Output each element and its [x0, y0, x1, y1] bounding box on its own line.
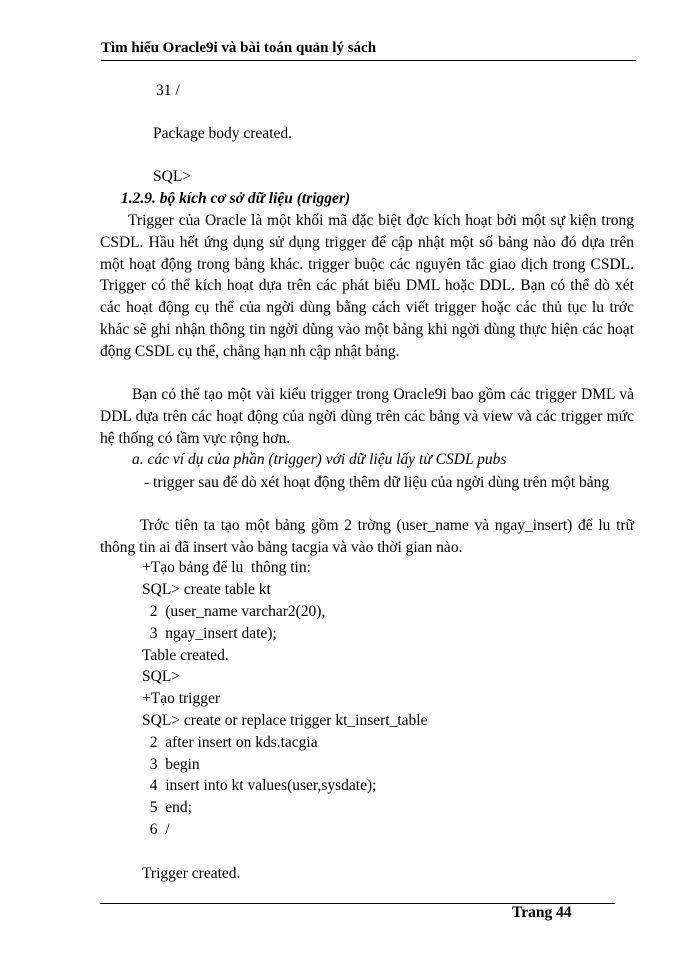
code-line: SQL> — [142, 668, 181, 685]
paragraph: Trigger của Oracle là một khối mã đặc biệt đợc kích hoạt bởi một sự kiện trong CSDL. Hầu hết ứng dụng sử dụng trigger để cập nhật một số bảng nào đó dựa trên một hoạt động trong bảng khác. trigger buộc các nguyên tắc giao dịch trong CSDL. Trigger có thể kích hoạt dựa trên các phát biểu DML hoặc DDL. Bạn có thể dò xét các hoạt động cụ thể của ngời dùng bằng cách viết trigger hoặc các thủ tục lu trớc khác sẽ ghi nhận thông tin ngời dùng vào một bảng khi ngời dùng thực hiện các hoạt động CSDL cụ thể, chẳng hạn nh cập nhật bảng. — [100, 212, 634, 360]
code-line: Trigger created. — [142, 865, 241, 882]
code-line: 4 insert into kt values(user,sysdate); — [142, 777, 377, 794]
code-line: SQL> create or replace trigger kt_insert_table — [142, 712, 428, 729]
section-heading: 1.2.9. bộ kích cơ sở dữ liệu (trigger) — [121, 190, 351, 207]
paragraph: Bạn có thể tạo một vài kiểu trigger trong Oracle9i bao gồm các trigger DML và DDL dựa trên các hoạt động của ngời dùng trên các bảng và view và các trigger mức hệ thống có tầm vực rộng hơn. — [100, 386, 634, 447]
code-line: Table created. — [142, 647, 229, 664]
code-line: 3 begin — [142, 756, 200, 773]
code-line: +Tạo trigger — [142, 690, 221, 707]
code-line: 31 / — [156, 82, 180, 99]
code-line: SQL> — [153, 168, 192, 185]
paragraph: Trớc tiên ta tạo một bảng gồm 2 trờng (user_name và ngay_insert) để lu trữ thông tin ai đã insert vào bảng tacgia và vào thời gian nào. — [100, 517, 634, 556]
paragraph: - trigger sau để dò xét hoạt động thêm dữ liệu của ngời dùng trên một bảng — [144, 474, 610, 491]
code-line: SQL> create table kt — [142, 581, 271, 598]
code-line: 5 end; — [142, 799, 192, 816]
code-line: 2 after insert on kds.tacgia — [142, 734, 318, 751]
page-header-title: Tìm hiểu Oracle9i và bài toán quản lý sách — [101, 40, 636, 61]
page-number: Trang 44 — [512, 904, 572, 921]
subsection-heading: a. các ví dụ của phần (trigger) với dữ liệu lấy từ CSDL pubs — [132, 451, 507, 468]
code-line: +Tạo bảng để lu thông tin: — [142, 559, 311, 576]
code-line: 6 / — [142, 821, 170, 838]
code-line: Package body created. — [153, 125, 293, 142]
code-line: 2 (user_name varchar2(20), — [142, 603, 326, 620]
code-line: 3 ngay_insert date); — [142, 625, 277, 642]
